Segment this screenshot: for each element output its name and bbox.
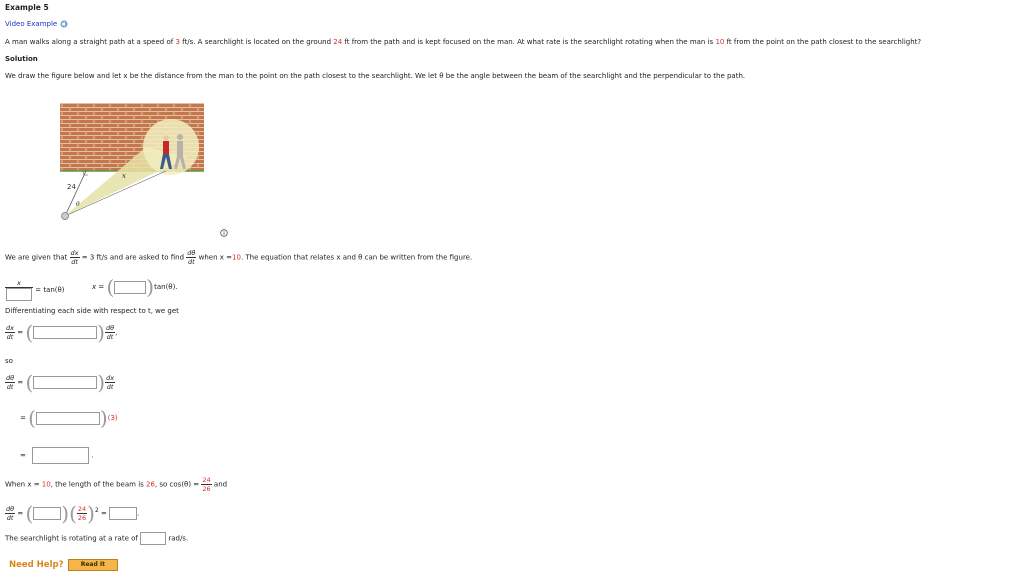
given-value-text: = 3 ft/s and are asked to find: [81, 253, 185, 262]
given-text-3: . The equation that relates x and θ can be written from the figure.: [240, 253, 473, 262]
label-24: 24: [67, 183, 76, 191]
problem-text-2: ft/s. A searchlight is located on the ground: [182, 38, 332, 46]
searchlight: [62, 213, 69, 220]
solution-intro: We draw the figure below and let x be the distance from the man to the point on the path closest to the searchlight. We let θ be the angle between the beam of the searchlight and the perpendicular to the path.: [5, 72, 746, 80]
final-input-1[interactable]: [33, 507, 61, 520]
given-x-value: 10: [232, 253, 241, 262]
read-it-button[interactable]: Read It: [68, 559, 118, 571]
diff-input[interactable]: [33, 326, 97, 339]
video-example-link[interactable]: [5, 20, 69, 28]
differentiating-text: Differentiating each side with respect to t, we get: [5, 307, 179, 315]
page-title: Example 5: [5, 3, 49, 12]
dx-dt-fraction: $\frac{dx}{dt}$: [70, 249, 79, 266]
video-link-label[interactable]: Video Example: [5, 20, 58, 28]
eq3-input[interactable]: [33, 376, 97, 389]
when-line: When x = 10, the length of the beam is 26, so cos(θ) = $\frac{24}{26}$ and: [5, 476, 228, 493]
rate-input[interactable]: [140, 532, 166, 545]
eq1-tan2: tan(θ).: [154, 283, 178, 291]
eq1-denominator-input[interactable]: [6, 288, 32, 301]
speed-value: 3: [175, 38, 180, 46]
info-icon[interactable]: [220, 229, 228, 237]
dtheta-equation: $\frac{d\theta}{dt}$ = ( ) $\frac{dx}{dt}$: [6, 370, 115, 395]
eq1-x-input[interactable]: [114, 281, 146, 294]
problem-text-1: A man walks along a straight path at a speed of: [5, 38, 174, 46]
searchlight-figure: [58, 103, 206, 223]
distance-value: 24: [333, 38, 343, 46]
need-help: [9, 559, 118, 571]
so-text: so: [5, 357, 13, 365]
given-text-2: when x =: [198, 253, 233, 262]
eq1-x-eq: x =: [92, 283, 105, 291]
final-equation: $\frac{d\theta}{dt}$ = ( )( $\frac{24}{26}$ )$^2$ = .: [6, 501, 140, 526]
eq5-line: = .: [20, 447, 94, 464]
x-value: 10: [715, 38, 725, 46]
when-x-value: 10: [41, 480, 51, 489]
given-text-1: We are given that: [5, 253, 68, 262]
eq1-tan: = tan(θ): [35, 286, 65, 294]
problem-text-3: ft from the path and is kept focused on the man. At what rate is the searchlight rotating when the man is: [344, 38, 714, 46]
label-x: x: [122, 172, 126, 180]
tan-equation: [5, 279, 65, 301]
dtheta-dt-fraction: $\frac{d\theta}{dt}$: [187, 249, 196, 266]
rate-line: The searchlight is rotating at a rate of rad/s.: [5, 532, 188, 545]
problem-text-4: ft from the point on the path closest to the searchlight?: [726, 38, 922, 46]
solution-heading: Solution: [5, 55, 38, 63]
eq4-three: (3): [107, 414, 118, 422]
label-theta: θ: [76, 201, 80, 208]
diff-equation: $\frac{dx}{dt}$ = ( ) $\frac{d\theta}{dt}$ ,: [6, 320, 118, 345]
x-over-box: x: [5, 279, 33, 301]
problem-statement: [5, 38, 921, 46]
given-line: [5, 249, 472, 266]
eq4-line: = ( )(3): [20, 406, 118, 430]
need-help-label: Need Help?: [9, 560, 64, 570]
beam-length: 26: [146, 480, 155, 489]
x-equation: x = ( )tan(θ).: [92, 275, 178, 299]
speaker-icon[interactable]: [59, 20, 69, 28]
eq5-input[interactable]: [32, 447, 89, 464]
final-input-2[interactable]: [109, 507, 137, 520]
eq4-input[interactable]: [36, 412, 100, 425]
